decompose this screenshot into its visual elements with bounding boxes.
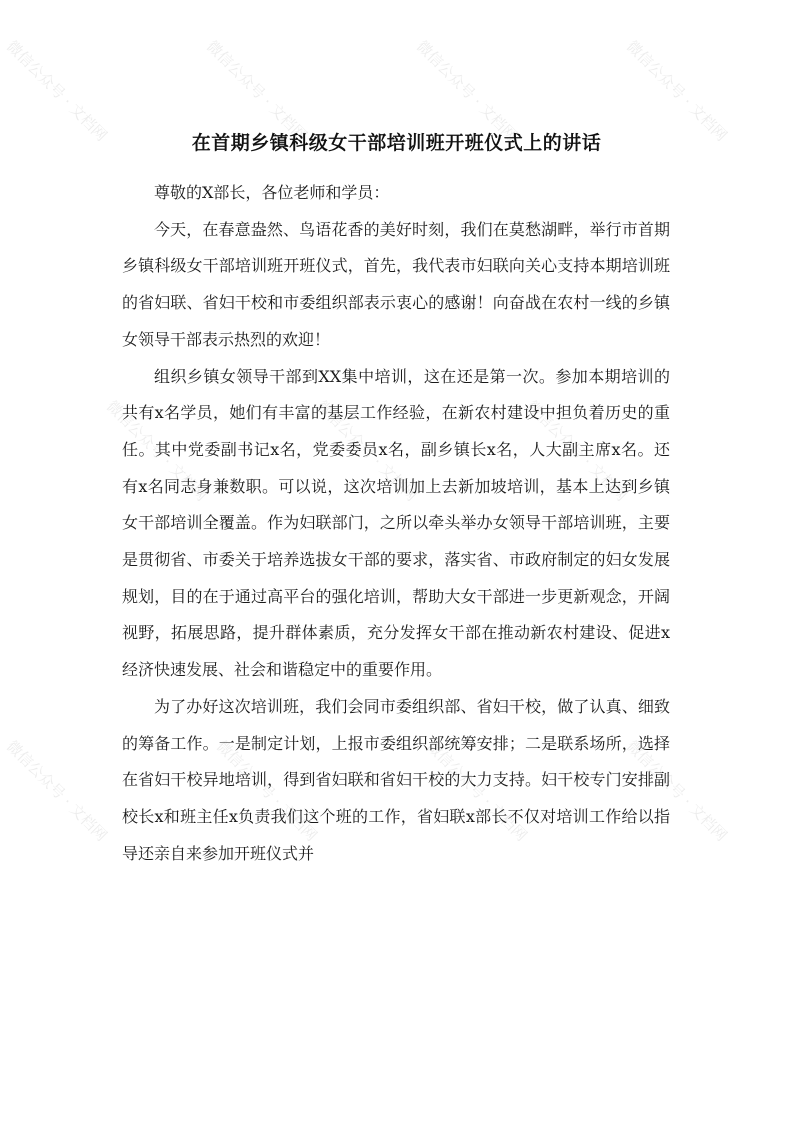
- watermark: 微信公众号 · 文档网: [622, 37, 731, 145]
- watermark: 微信公众号 · 文档网: [622, 737, 731, 845]
- watermark: 微信公众号 · 文档网: [422, 737, 531, 845]
- watermark: 微信公众号 · 文档网: [2, 737, 111, 845]
- watermark: 微信公众号 · 文档网: [522, 397, 631, 505]
- document-body: [122, 175, 670, 872]
- watermark: 微信公众号 · 文档网: [412, 37, 521, 145]
- paragraph: 组织乡镇女领导干部到XX集中培训，这在还是第一次。参加本期培训的共有x名学员，她们有丰富的基层工作经验，在新农村建设中担负着历史的重任。其中党委副书记x名，党委委员x名，副乡镇长x名，人大副主席x名。还有x名同志身兼数职。可以说，这次培训加上去新加坡培训，基本上达到乡镇女干部培训全覆盖。作为妇联部门，之所以牵头举办女领导干部培训班，主要是贯彻省、市委关于培养选拔女干部的要求，落实省、市政府制定的妇女发展规划，目的在于通过高平台的强化培训，帮助大女干部进一步更新观念，开阔视野，拓展思路，提升群体素质，充分发挥女干部在推动新农村建设、促进x经济快速发展、社会和谐稳定中的重要作用。: [122, 366, 670, 680]
- paragraph: 为了办好这次培训班，我们会同市委组织部、省妇干校，做了认真、细致的筹备工作。一是制定计划，上报市委组织部统筹安排；二是联系场所，选择在省妇干校异地培训，得到省妇联和省妇干校的大力支持。妇干校专门安排副校长x和班主任x负责我们这个班的工作，省妇联x部长不仅对培训工作给以指导还亲自来参加开班仪式并: [122, 696, 670, 863]
- document-title: 在首期乡镇科级女干部培训班开班仪式上的讲话: [191, 132, 602, 154]
- watermark: 微信公众号 · 文档网: [102, 397, 211, 505]
- watermark: 微信公众号 · 文档网: [202, 37, 311, 145]
- paragraph: 今天，在春意盎然、鸟语花香的美好时刻，我们在莫愁湖畔，举行市首期乡镇科级女干部培训班开班仪式，首先，我代表市妇联向关心支持本期培训班的省妇联、省妇干校和市委组织部表示衷心的感谢！向奋战在农村一线的乡镇女领导干部表示热烈的欢迎！: [122, 219, 670, 349]
- watermark: 微信公众号 · 文档网: [2, 37, 111, 145]
- salutation: 尊敬的X部长，各位老师和学员：: [154, 183, 390, 202]
- watermark: 微信公众号 · 文档网: [212, 737, 321, 845]
- watermark: 微信公众号 · 文档网: [312, 397, 421, 505]
